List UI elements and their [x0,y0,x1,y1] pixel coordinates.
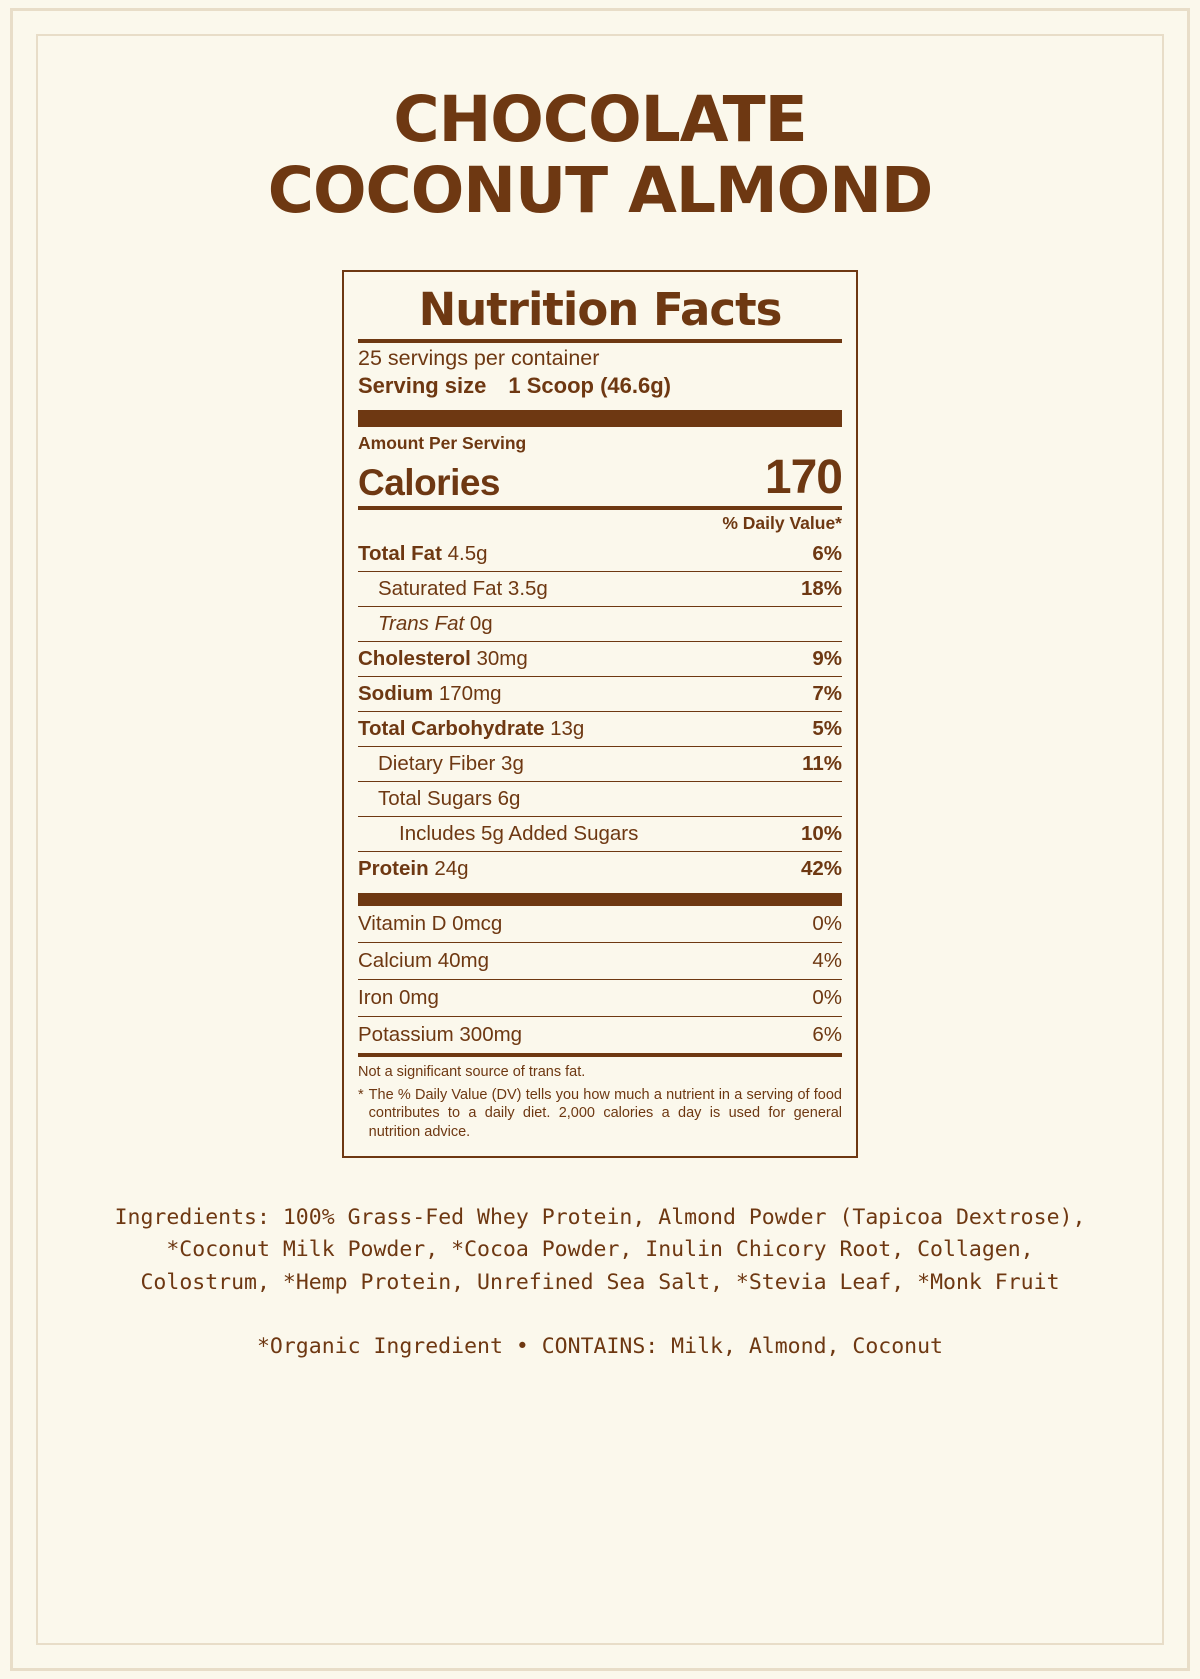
table-row [358,816,842,851]
product-title-line-1: CHOCOLATE [393,83,807,156]
footnote-asterisk: * [358,1086,364,1103]
nutrition-facts-wrapper [70,270,1130,1157]
divider-thick-vitamins [358,893,842,906]
vitamin-label: Vitamin D 0mcg [358,912,503,936]
nutrient-dv: 11% [802,752,842,776]
ingredients-text: Ingredients: 100% Grass-Fed Whey Protein, Almond Powder (Tapicoa Dextrose), *Coconut Milk Powder, *Cocoa Powder, Inulin Chicory Root, Collagen, Colostrum, *Hemp Protein, Unrefined Sea Salt, *Stevia Leaf, *Monk Fruit [114,1204,1086,1295]
vitamin-label: Calcium 40mg [358,949,490,973]
calories-row [358,451,842,506]
table-row [358,942,842,979]
table-row [358,781,842,816]
nutrient-dv: 5% [812,717,842,741]
footnote-trans-fat: Not a significant source of trans fat. [358,1064,586,1081]
table-row [358,851,842,886]
vitamin-rows [358,906,842,1053]
serving-size-row [358,371,842,404]
divider-thick-top [358,410,842,427]
serving-size-label: Serving size [358,373,487,399]
nutrient-label: Includes 5g Added Sugars [399,822,639,846]
table-row [358,676,842,711]
nutrient-label: Total Sugars 6g [378,787,521,811]
vitamin-label: Potassium 300mg [358,1023,523,1047]
page-title [70,85,1130,226]
nutrient-label: Sodium 170mg [358,682,502,706]
table-row [358,711,842,746]
vitamin-label: Iron 0mg [358,986,439,1010]
vitamin-dv: 6% [812,1023,842,1047]
nutrient-dv: 7% [812,682,842,706]
nutrient-label: Dietary Fiber 3g [378,752,524,776]
nutrition-facts-panel [342,270,858,1157]
nutrient-dv: 10% [800,822,842,846]
serving-size-value: 1 Scoop (46.6g) [508,373,671,399]
table-row [358,906,842,942]
nutrient-label: Saturated Fat 3.5g [378,577,548,601]
amount-per-serving-label: Amount Per Serving [358,433,527,454]
vitamin-dv: 0% [812,986,842,1010]
allergen-statement: *Organic Ingredient • CONTAINS: Milk, Almond, Coconut [256,1333,944,1359]
nutrient-label: Total Fat 4.5g [358,542,488,566]
nutrition-facts-title: Nutrition Facts [418,283,782,337]
table-row [358,537,842,571]
calories-value: 170 [764,451,842,505]
footnote-daily-value [358,1082,842,1142]
product-title-line-2: COCONUT ALMOND [267,153,933,227]
nutrient-dv: 18% [800,577,842,601]
table-row [358,746,842,781]
nutrient-rows [358,537,842,886]
table-row [358,641,842,676]
nutrient-label: Protein 24g [358,857,469,881]
nutrient-dv: 42% [800,857,842,881]
table-row [358,979,842,1016]
nutrient-label: Cholesterol 30mg [358,647,528,671]
nutrient-dv: 6% [812,542,842,566]
nutrient-label: Trans Fat 0g [378,612,493,636]
footnotes [358,1057,842,1141]
table-row [358,606,842,641]
footnote-daily-value-text: The % Daily Value (DV) tells you how much a nutrient in a serving of food contributes to a daily diet. 2,000 calories a day is used for general nutrition advice. [368,1086,842,1140]
table-row [358,1016,842,1053]
vitamin-dv: 0% [812,912,842,936]
table-row [358,571,842,606]
calories-label: Calories [358,461,501,503]
nutrient-dv: 9% [812,647,842,671]
nutrient-label: Total Carbohydrate 13g [358,717,585,741]
daily-value-header: % Daily Value* [722,513,842,534]
servings-per-container: 25 servings per container [358,346,600,371]
vitamin-dv: 4% [812,949,842,973]
